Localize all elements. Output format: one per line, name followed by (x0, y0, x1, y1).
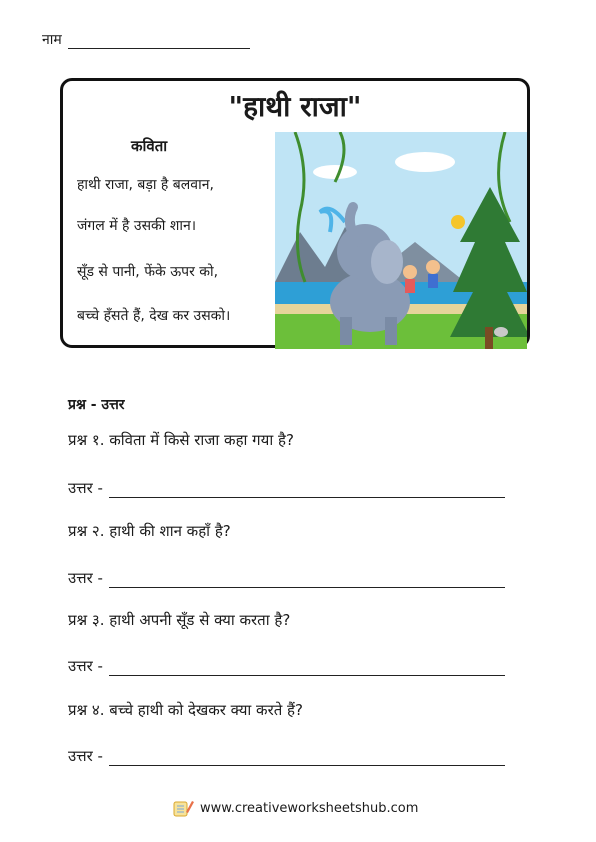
poem-line-2: जंगल में है उसकी शान। (77, 218, 197, 234)
answer-line-2[interactable] (109, 572, 505, 588)
elephant-leg (385, 317, 397, 345)
footer (172, 798, 418, 818)
child (428, 274, 438, 288)
answer-label: उत्तर - (68, 657, 103, 675)
answer-label: उत्तर - (68, 569, 103, 587)
answer-row-3 (68, 656, 505, 676)
poem-line-1: हाथी राजा, बड़ा है बलवान, (77, 177, 214, 193)
question-3: प्रश्न ३. हाथी अपनी सूँड से क्या करता है? (68, 611, 291, 629)
name-row (42, 30, 250, 49)
elephant-leg (340, 317, 352, 345)
elephant-ear (371, 240, 403, 284)
answer-row-4 (68, 746, 505, 766)
answer-row-2 (68, 568, 505, 588)
question-1: प्रश्न १. कविता में किसे राजा कहा गया है? (68, 431, 294, 449)
answer-line-3[interactable] (109, 660, 505, 676)
answer-line-4[interactable] (109, 750, 505, 766)
poem-box (60, 78, 530, 348)
question-2: प्रश्न २. हाथी की शान कहाँ है? (68, 522, 231, 540)
name-label: नाम (42, 32, 62, 48)
poem-illustration (275, 132, 527, 349)
name-line[interactable] (68, 34, 250, 49)
answer-label: उत्तर - (68, 479, 103, 497)
question-4: प्रश्न ४. बच्चे हाथी को देखकर क्या करते हैं? (68, 701, 303, 719)
answer-line-1[interactable] (109, 482, 505, 498)
answer-row-1 (68, 478, 505, 498)
cloud (395, 152, 455, 172)
poem-line-3: सूँड से पानी, फेंके ऊपर को, (77, 264, 219, 280)
poem-heading: कविता (131, 137, 168, 155)
child (405, 279, 415, 293)
answer-label: उत्तर - (68, 747, 103, 765)
tree-trunk (485, 327, 493, 349)
notebook-pencil-icon (172, 798, 194, 818)
footer-website[interactable]: www.creativeworksheetshub.com (200, 800, 419, 816)
bird (451, 215, 465, 229)
rabbit (494, 327, 508, 337)
cloud (313, 165, 357, 179)
child (426, 260, 440, 274)
child (403, 265, 417, 279)
section-title: प्रश्न - उत्तर (68, 397, 125, 413)
poem-title: "हाथी राजा" (228, 90, 362, 123)
poem-line-4: बच्चे हँसते हैं, देख कर उसको। (77, 308, 231, 324)
